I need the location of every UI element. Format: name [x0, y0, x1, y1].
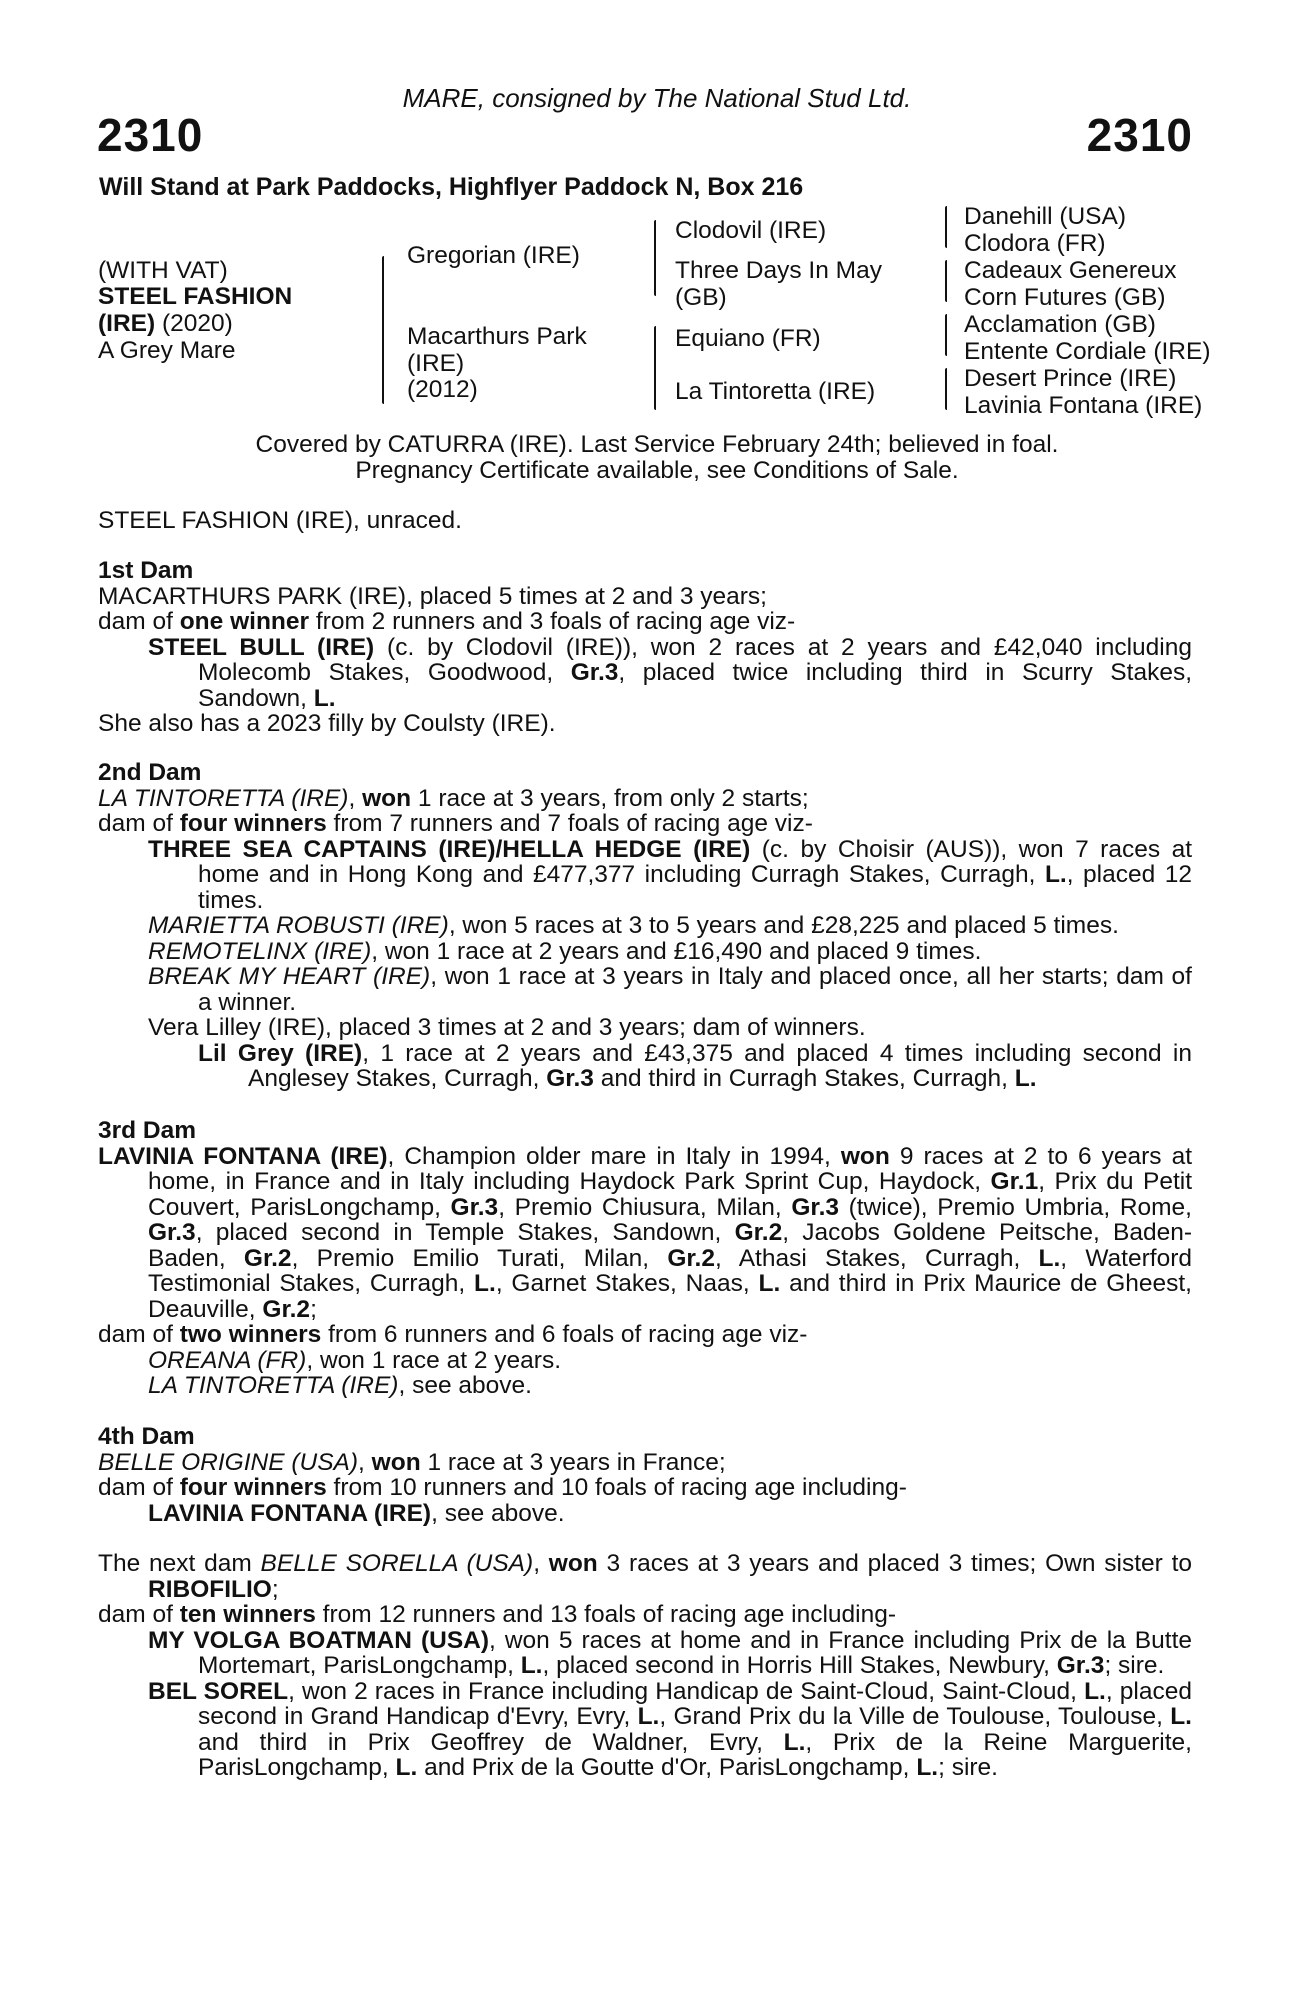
covering-info	[0, 432, 1314, 483]
third-dam-produce-line: dam of two winners from 6 runners and 6 foals of racing age viz-	[98, 1321, 808, 1348]
ped-ssd: Clodora (FR)	[964, 230, 1106, 257]
dam-country: (IRE)	[407, 350, 465, 377]
fourth-dam-produce-line: dam of four winners from 10 runners and 10 foals of racing age including-	[98, 1474, 907, 1501]
ped-dds: Desert Prince (IRE)	[964, 365, 1177, 392]
pedigree-brace-sire	[654, 220, 656, 296]
horse-name-suffix-line	[98, 311, 233, 337]
ped-sss: Danehill (USA)	[964, 203, 1127, 230]
next-dam-runner-2: BEL SOREL, won 2 races in France including Handicap de Saint-Cloud, Saint-Cloud, L., placed second in Grand Handicap d'Evry, Evry, L., Grand Prix du la Ville de Toulouse, Toulouse, L. and third in Prix Geoffrey de Waldner, Evry, L., Prix de la Reine Marguerite, ParisLongchamp, L. and Prix de la Goutte d'Or, ParisLongchamp, L.; sire.	[148, 1677, 1192, 1781]
pedigree-brace-dam	[654, 326, 656, 410]
lot-number-left: 2310	[97, 109, 204, 161]
horse-year: (2020)	[155, 310, 233, 337]
next-dam-section	[98, 1551, 1192, 1781]
second-dam-produce-line: dam of four winners from 7 runners and 7 foals of racing age viz-	[98, 810, 813, 837]
vat-label: (WITH VAT)	[98, 257, 228, 284]
second-dam-grand-runner: Lil Grey (IRE), 1 race at 2 years and £43,375 and placed 4 times including second in Anglesey Stakes, Curragh, Gr.3 and third in Curragh Stakes, Curragh, L.	[198, 1039, 1192, 1092]
horse-description: A Grey Mare	[98, 337, 236, 364]
intro-line: STEEL FASHION (IRE), unraced.	[98, 507, 462, 534]
next-dam-produce-line: dam of ten winners from 12 runners and 13 foals of racing age including-	[98, 1601, 897, 1628]
dam-name: Macarthurs Park	[407, 323, 587, 350]
second-dam-runner-1: THREE SEA CAPTAINS (IRE)/HELLA HEDGE (IRE) (c. by Choisir (AUS)), won 7 races at home and in Hong Kong and £477,377 including Curragh Stakes, Curragh, L., placed 12 times.	[148, 835, 1193, 914]
first-dam-produce-line: dam of one winner from 2 runners and 3 foals of racing age viz-	[98, 608, 796, 635]
first-dam-heading: 1st Dam	[98, 557, 194, 584]
second-dam-runner-3: REMOTELINX (IRE), won 1 race at 2 years and £16,490 and placed 9 times.	[148, 937, 982, 965]
pedigree-brace-ds	[945, 314, 947, 356]
second-dam-heading: 2nd Dam	[98, 759, 202, 786]
second-dam-line: LA TINTORETTA (IRE), won 1 race at 3 years, from only 2 starts;	[98, 784, 809, 812]
next-dam-line: The next dam BELLE SORELLA (USA), won 3 races at 3 years and placed 3 times; Own sister to RIBOFILIO;	[98, 1550, 1193, 1603]
first-dam-foal-note: She also has a 2023 filly by Coulsty (IRE).	[98, 710, 556, 737]
third-dam-runner-2: LA TINTORETTA (IRE), see above.	[148, 1372, 532, 1399]
dam-year: (2012)	[407, 376, 478, 403]
second-dam-runner-5: Vera Lilley (IRE), placed 3 times at 2 and 3 years; dam of winners.	[148, 1014, 866, 1041]
fourth-dam-heading: 4th Dam	[98, 1423, 195, 1450]
covering-line-2: Pregnancy Certificate available, see Conditions of Sale.	[355, 456, 959, 484]
next-dam-runner-1: MY VOLGA BOATMAN (USA), won 5 races at home and in France including Prix de la Butte Mortemart, ParisLongchamp, L., placed second in Horris Hill Stakes, Newbury, Gr.3; sire.	[148, 1626, 1192, 1679]
stand-location: Will Stand at Park Paddocks, Highflyer Paddock N, Box 216	[99, 173, 804, 201]
ped-dss: Acclamation (GB)	[964, 311, 1156, 338]
ped-sds: Cadeaux Genereux	[964, 257, 1177, 284]
first-dam-runner: STEEL BULL (IRE) (c. by Clodovil (IRE)), won 2 races at 2 years and £42,040 including Molecomb Stakes, Goodwood, Gr.3, placed twice including third in Scurry Stakes, Sandown, L.	[148, 633, 1193, 712]
first-dam-line: MACARTHURS PARK (IRE), placed 5 times at 2 and 3 years;	[98, 582, 767, 610]
fourth-dam-line: BELLE ORIGINE (USA), won 1 race at 3 years in France;	[98, 1448, 726, 1476]
pedigree-brace-main	[382, 256, 384, 404]
fourth-dam-runner: LAVINIA FONTANA (IRE), see above.	[148, 1499, 565, 1527]
third-dam-heading: 3rd Dam	[98, 1117, 197, 1144]
ped-ddd: Lavinia Fontana (IRE)	[964, 392, 1203, 419]
dam-dam: La Tintoretta (IRE)	[675, 378, 876, 405]
covering-line-1: Covered by CATURRA (IRE). Last Service February 24th; believed in foal.	[255, 431, 1059, 458]
fourth-dam-section	[98, 1424, 1192, 1526]
dam-sire: Equiano (FR)	[675, 325, 821, 352]
ped-dsd: Entente Cordiale (IRE)	[964, 338, 1211, 365]
first-dam-section	[98, 558, 1192, 737]
sire-dam-country: (GB)	[675, 284, 727, 311]
ped-sdd: Corn Futures (GB)	[964, 284, 1166, 311]
sire-sire: Clodovil (IRE)	[675, 217, 827, 244]
horse-name-suffix: (IRE)	[98, 310, 156, 337]
horse-name: STEEL FASHION	[98, 283, 293, 310]
third-dam-record: LAVINIA FONTANA (IRE), Champion older mare in Italy in 1994, won 9 races at 2 to 6 years at home, in France and in Italy including Haydock Park Sprint Cup, Haydock, Gr.1, Prix du Petit Couvert, ParisLongchamp, Gr.3, Premio Chiusura, Milan, Gr.3 (twice), Premio Umbria, Rome, Gr.3, placed second in Temple Stakes, Sandown, Gr.2, Jacobs Goldene Peitsche, Baden-Baden, Gr.2, Premio Emilio Turati, Milan, Gr.2, Athasi Stakes, Curragh, L., Waterford Testimonial Stakes, Curragh, L., Garnet Stakes, Naas, L. and third in Prix Maurice de Gheest, Deauville, Gr.2;	[98, 1142, 1193, 1323]
sire-dam: Three Days In May	[675, 257, 882, 284]
pedigree-brace-dd	[945, 368, 947, 410]
third-dam-runner-1: OREANA (FR), won 1 race at 2 years.	[148, 1346, 561, 1374]
pedigree-brace-ss	[945, 206, 947, 248]
second-dam-runner-2: MARIETTA ROBUSTI (IRE), won 5 races at 3 to 5 years and £28,225 and placed 5 times.	[148, 912, 1119, 939]
third-dam-section	[98, 1118, 1192, 1399]
pedigree-brace-sd	[945, 260, 947, 302]
lot-number-right: 2310	[1086, 109, 1193, 161]
consignor-line: MARE, consigned by The National Stud Ltd.	[402, 83, 912, 113]
second-dam-section	[98, 760, 1192, 1092]
second-dam-runner-4: BREAK MY HEART (IRE), won 1 race at 3 years in Italy and placed once, all her starts; dam of a winner.	[148, 963, 1192, 1016]
sire-name: Gregorian (IRE)	[407, 242, 580, 269]
